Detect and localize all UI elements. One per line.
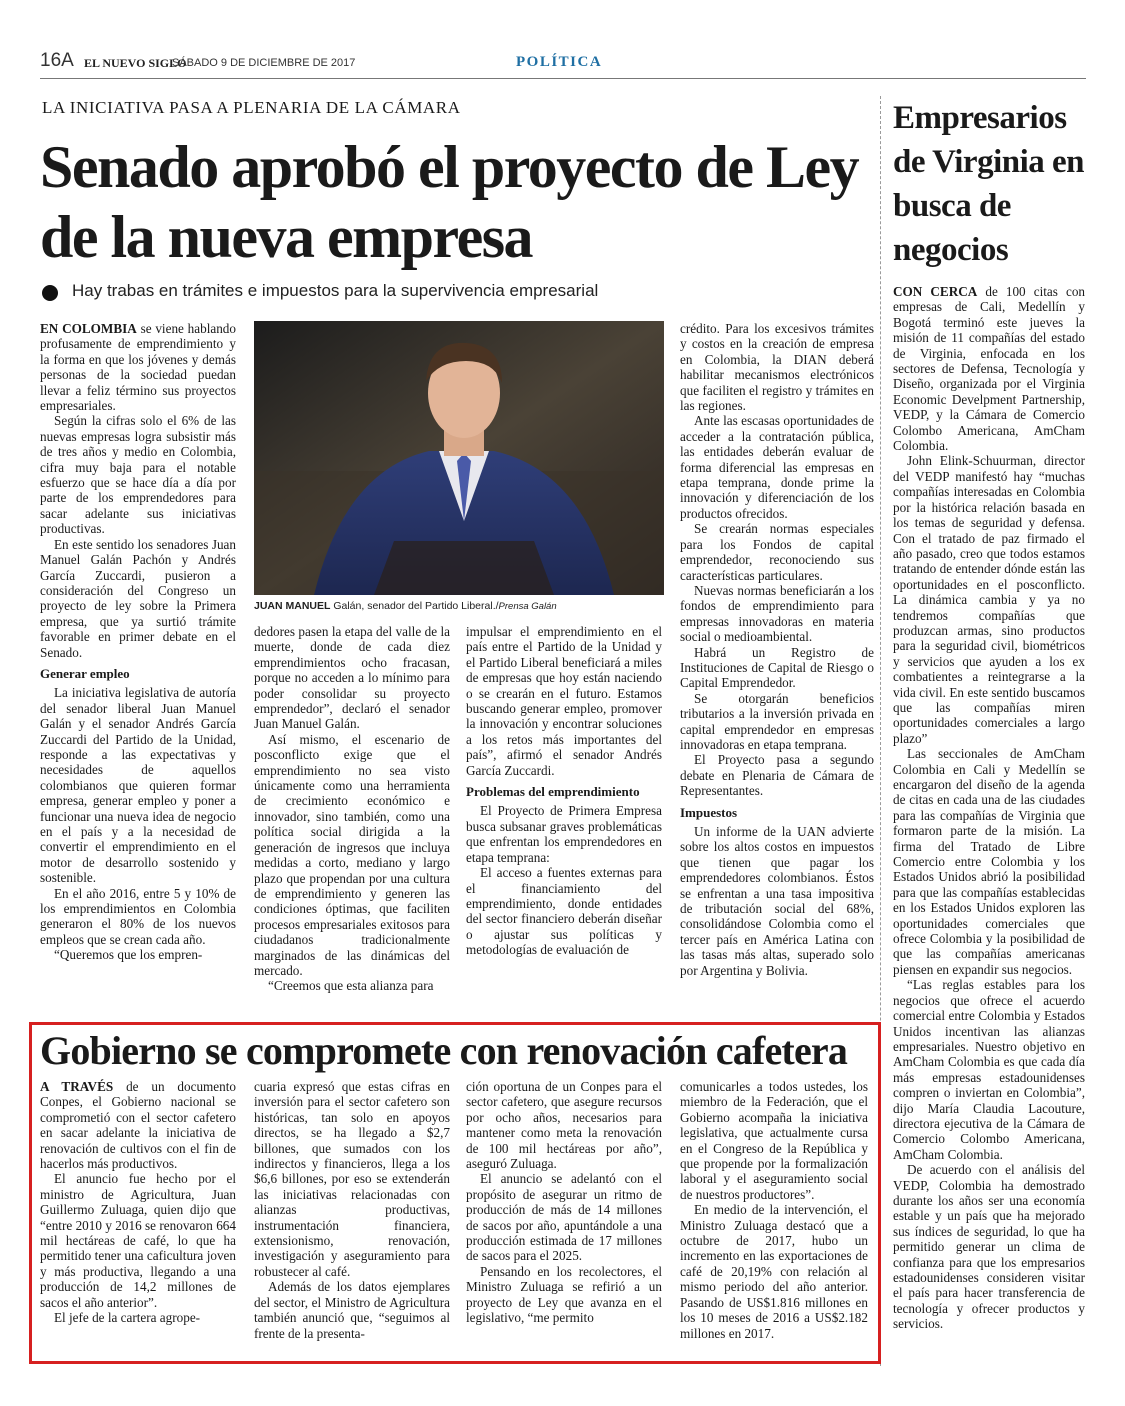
- lead-in: EN COLOMBIA: [40, 321, 137, 336]
- paragraph: En el año 2016, entre 5 y 10% de los emprendimientos en Colombia generaron el 80% de los nuevos empleos que se crean cada año.: [40, 885, 236, 947]
- subhead-row: [42, 283, 862, 305]
- paragraph: cuaria expresó que estas cifras en inversión para el sector cafetero son históricas, tan solo en apoyos directos, se ha llegado a $2,7 billones, que sumados con los indirectos y financieros, llega a los $6,6 billones, por eso se extenderán las iniciativas relacionadas con alianzas productivas, instrumentación financiera, extensionismo, renovación, investigación y aseguramiento para robustecer al café.: [254, 1079, 450, 1279]
- paragraph: crédito. Para los excesivos trámites y costos en la creación de empresa en Colombia, la DIAN deberá habilitar mecanismos electrónicos que faciliten el registro y trámites en las regiones.: [680, 321, 874, 414]
- paragraph: Así mismo, el escenario de posconflicto exige que el emprendimiento no sea visto únicamente como una herramienta de crecimiento económico e innovador, sino también, como una política social dirigida a la generación de ingresos que incluya medidas a corto, mediano y largo plazo que propendan por una cultura de emprendimiento y generen las condiciones óptimas, que faciliten procesos empresariales exitosos para ciudadanos tradicionalmente marginados de las dinámicas del mercado.: [254, 731, 450, 978]
- caption-name: JUAN MANUEL: [254, 600, 331, 612]
- paragraph: El jefe de la cartera agrope-: [54, 1310, 201, 1326]
- paragraph: El acceso a fuentes externas para el financiamiento del emprendimiento, donde entidades del sector financiero deberán diseñar o ajustar sus políticas y metodologías de evaluación de: [466, 865, 662, 958]
- paragraph: La iniciativa legislativa de autoría del senador liberal Juan Manuel Galán y el senador Andrés García Zuccardi del Partido de la Unidad, responde a las expectativas y necesidades de aquellos colombianos que quieren formar empresa, generar empleo y poner a funcionar una nueva idea de negocio en el país y a la necesidad de convertir el emprendimiento en el motor de desarrollo sostenido y sostenible.: [40, 685, 236, 886]
- page-header: [40, 48, 1086, 79]
- senator-photo-illustration: [254, 321, 664, 595]
- coffee-column-3: [466, 1079, 662, 1351]
- paragraph: Se crearán normas especiales para los Fondos de capital emprendedor, reconociendo sus características particulares.: [680, 521, 874, 583]
- lead-in: CON CERCA: [893, 284, 978, 299]
- paragraph: “Las reglas estables para los negocios que ofrece el acuerdo comercial entre Colombia y Estados Unidos incentivan las alianzas empresariales. Nuestro objetivo en AmCham Colombia es que cada día más empresas estadounidenses compren o inviertan en Colombia”, dijo María Claudia Lacouture, directora ejecutiva de la Cámara de Comercio Colombo Americana, AmCham Colombia.: [893, 977, 1085, 1162]
- paragraph: dedores pasen la etapa del valle de la muerte, donde de cada diez emprendimientos ocho fracasan, porque no acceden a lo mínimo para poder consolidar su proyecto emprendedor”, declaró el senador Juan Manuel Galán.: [254, 624, 450, 732]
- paragraph: Además de los datos ejemplares del sector, el Ministro de Agricultura también anunció que, “seguimos al frente de la presenta-: [254, 1279, 450, 1341]
- sidebar-title: Empresarios de Virginia en busca de negocios: [893, 100, 1085, 268]
- senator-photo: [254, 321, 664, 595]
- paragraph: Un informe de la UAN advierte sobre los altos costos en impuestos que tienen que pagar los emprendedores colombianos. Éstos se enfrentan a una tasa impositiva de tributación social del 68%, consolidándose Colombia como el tercer país en América Latina con las tasas más altas, superado solo por Argentina y Bolivia.: [680, 824, 874, 978]
- paragraph: ción oportuna de un Conpes para el sector cafetero, que asegure recursos por ocho años, necesarios para mantener como meta la renovación de 100 mil hectáreas por año”, aseguró Zuluaga.: [466, 1079, 662, 1172]
- paragraph: Se otorgarán beneficios tributarios a la inversión privada en capital emprendedor en empresas innovadoras en etapa temprana.: [680, 690, 874, 752]
- coffee-column-2: [254, 1079, 450, 1351]
- coffee-column-4: [680, 1079, 868, 1351]
- photo-caption: [254, 600, 674, 612]
- subheading: Impuestos: [680, 804, 738, 820]
- page-number: 16A: [40, 50, 74, 71]
- paragraph: “Creemos que esta alianza para: [268, 978, 434, 994]
- subhead: Hay trabas en trámites e impuestos para la supervivencia empresarial: [72, 281, 599, 300]
- paragraph: El anuncio se adelantó con el propósito de asegurar un ritmo de producción de más de 14 millones de sacos por año, apuntándole a una producción estimada de 17 millones de sacos para el 2025.: [466, 1171, 662, 1264]
- paragraph: de un documento Conpes, el Gobierno nacional se comprometió con el sector cafetero en sacar adelante la iniciativa de renovación de cultivos con el fin de hacerlos más productivos.: [40, 1079, 236, 1172]
- kicker: LA INICIATIVA PASA A PLENARIA DE LA CÁMARA: [42, 98, 461, 117]
- paragraph: de 100 citas con empresas de Cali, Medellín y Bogotá terminó este jueves la misión de 11 compañías del estado de Virginia, enfocada en los sectores de Defensa, Tecnología y Diseño, organizada por el Virginia Economic Develpment Partnership, VEDP, y la Cámara de Comercio Colombo Americana, AmCham Colombia.: [893, 284, 1085, 454]
- paragraph: El Proyecto pasa a segundo debate en Plenaria de Cámara de Representantes.: [680, 752, 874, 799]
- paragraph: Pensando en los recolectores, el Ministro Zuluaga se refirió a un proyecto de Ley que avanza en el legislativo, “me permito: [466, 1263, 662, 1326]
- paragraph: John Elink-Schuurman, director del VEDP manifestó hay “muchas compañías interesadas en Colombia por la histórica relación basada en los temas de seguridad y defensa. Con el tratado de paz firmado el año pasado, creo que todos estamos tratando de entender dónde están las oportunidades en el posconflicto. La dinámica cambia y ya no tendremos compañías que produzcan armas, sino productos para la seguridad civil, biométricos y servicios que ayuden a los ex combatientes a reintegrarse a la vida civil. En este sentido buscamos que las compañías miren oportunidades comerciales a largo plazo”: [893, 453, 1085, 746]
- coffee-column-1: [40, 1079, 236, 1351]
- paragraph: Ante las escasas oportunidades de acceder a la contratación pública, las entidades deberán evaluar de forma diferencial las empresas en etapa temprana, donde prime la innovación y diferenciación de los productos ofrecidos.: [680, 413, 874, 521]
- section-name: POLÍTICA: [516, 54, 603, 70]
- paragraph: De acuerdo con el análisis del VEDP, Colombia ha demostrado durante los años ser una economía estable y un país que ha mejorado sus índices de seguridad, lo que ha permitido generar un clima de confianza para que los empresarios estadounidenses consideren visitar el país para hacer transferencia de tecnología y ofrecer productos y servicios.: [893, 1162, 1085, 1332]
- lead-in: A TRAVÉS: [40, 1079, 114, 1094]
- paragraph: El Proyecto de Primera Empresa busca subsanar graves problemáticas que enfrentan los emprendedores en etapa temprana:: [466, 803, 662, 865]
- paragraph: Según la cifras solo el 6% de las nuevas empresas logra subsistir más de tres años y medio en Colombia, cifra muy baja para el notable esfuerzo que se hace día a día por parte de los emprendedores para sacar adelante sus iniciativas productivas.: [40, 413, 236, 537]
- main-column-2: [254, 624, 450, 1010]
- caption-text: Galán, senador del Partido Liberal./: [333, 600, 499, 612]
- dateline: SÁBADO 9 DE DICIEMBRE DE 2017: [172, 57, 356, 69]
- paragraph: impulsar el emprendimiento en el país entre el Partido de la Unidad y el Partido Liberal beneficiará a miles de empresas que hoy están naciendo o se crearán en el futuro. Estamos buscando generar empleo, promover la innovación y encontrar soluciones a los retos más importantes del país”, afirmó el senador Andrés García Zuccardi.: [466, 624, 662, 778]
- coffee-story-title: Gobierno se compromete con renovación cafetera: [40, 1028, 848, 1073]
- masthead: EL NUEVO SIGLO: [84, 56, 187, 70]
- paragraph: Habrá un Registro de Instituciones de Capital de Riesgo o Capital Emprendedor.: [680, 644, 874, 691]
- main-column-1: [40, 321, 236, 1011]
- sidebar-body: [893, 284, 1085, 1356]
- subheading: Generar empleo: [40, 665, 130, 681]
- paragraph: Las seccionales de AmCham Colombia en Cali y Medellín se encargaron del diseño de la agenda de citas en cada una de las ciudades para las compañías de Virginia que formaron parte de la misión. La firma del Tratado de Libre Comercio entre Colombia y los Estados Unidos abrió la posibilidad para que las compañías establecidas en los Estados Unidos exploren las oportunidades comerciales que ofrece Colombia y la posibilidad de que las compañías americanas piensen en expandir sus negocios.: [893, 746, 1085, 977]
- paragraph: En medio de la intervención, el Ministro Zuluaga destacó que a octubre de 2017, hubo un incremento en las exportaciones de café de 20,19% con relación al mismo periodo del año anterior. Pasando de US$1.816 millones en los 10 meses de 2016 a US$2.182 millones en 2017.: [680, 1202, 868, 1341]
- bullet-icon: [42, 285, 58, 301]
- main-headline: Senado aprobó el proyecto de Ley de la nueva empresa: [40, 134, 859, 270]
- main-column-4: [680, 321, 874, 1011]
- paragraph: Nuevas normas beneficiarán a los fondos de emprendimiento para empresas innovadoras en materia social o medioambiental.: [680, 582, 874, 645]
- subheading: Problemas del emprendimiento: [466, 784, 640, 800]
- paragraph: comunicarles a todos ustedes, los miembro de la Federación, que el Gobierno acompaña la iniciativa legislativa, que actualmente cursa en el Congreso de la República y que propende por la formalización laboral y el aseguramiento social de nuestros productores”.: [680, 1079, 868, 1202]
- photo-credit: Prensa Galán: [498, 601, 557, 612]
- paragraph: “Queremos que los empren-: [54, 947, 203, 963]
- paragraph: En este sentido los senadores Juan Manuel Galán Pachón y Andrés García Zuccardi, pusieron a consideración del Congreso un proyecto de ley sobre la Primera empresa, que ya surtió trámite favorable en primer debate en el Senado.: [40, 536, 236, 660]
- paragraph: se viene hablando profusamente de emprendimiento y la forma en que los jóvenes y demás personas de la sociedad puedan llevar a feliz término sus proyectos empresariales.: [40, 321, 236, 414]
- main-column-3: [466, 624, 662, 1010]
- paragraph: El anuncio fue hecho por el ministro de Agricultura, Juan Guillermo Zuluaga, quien dijo que “entre 2010 y 2016 se renovaron 664 mil hectáreas de café, lo que ha permitido tener una caficultura joven y más productiva, llegando a una producción de 14,2 millones de sacos el año anterior”.: [40, 1171, 236, 1310]
